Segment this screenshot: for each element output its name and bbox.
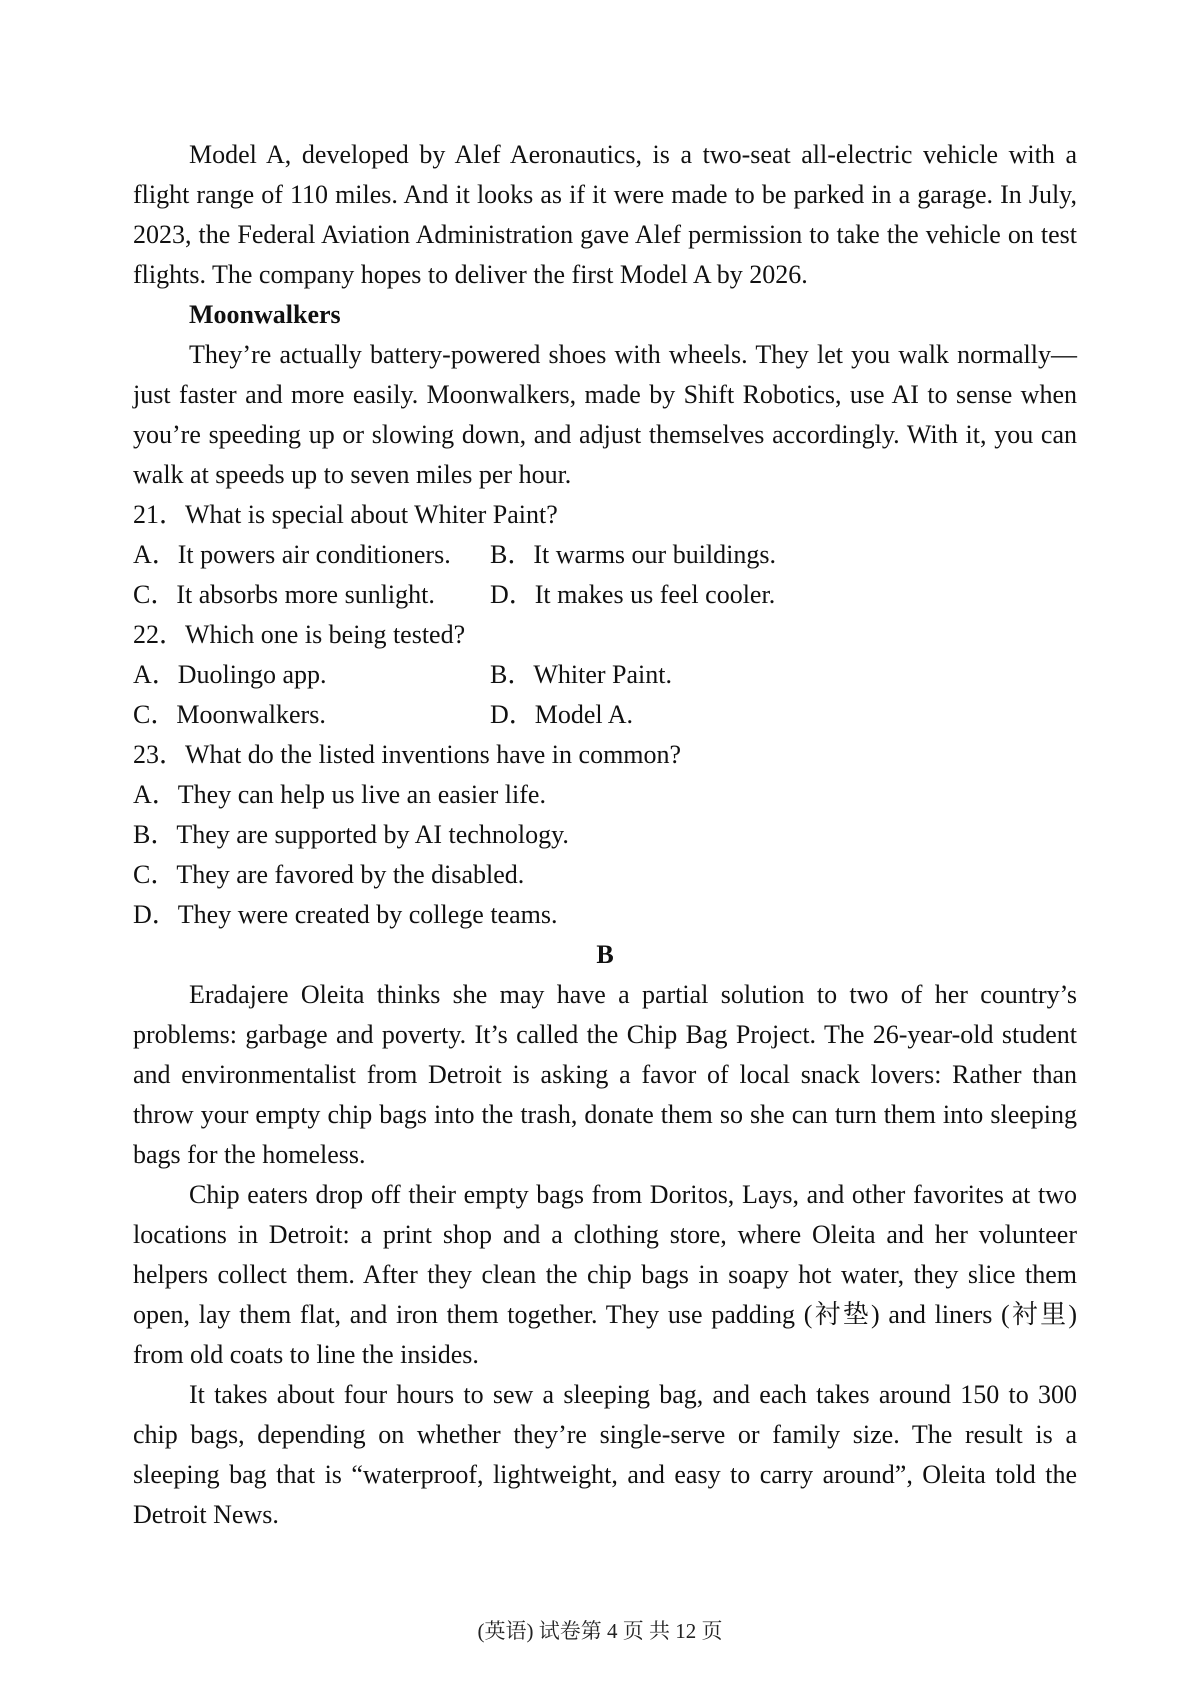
question-21-option-a: A．It powers air conditioners. [133, 540, 451, 569]
question-23-option-c: C．They are favored by the disabled. [133, 860, 525, 889]
question-23-option-b: B．They are supported by AI technology. [133, 820, 569, 849]
question-21-options-row-2 [133, 575, 1077, 615]
question-21-options-row-1 [133, 535, 1077, 575]
question-22-option-b: B．Whiter Paint. [490, 660, 672, 689]
question-22-options-row-1 [133, 655, 1077, 695]
question-21-option-d: D．It makes us feel cooler. [490, 580, 776, 609]
question-22-option-d: D．Model A. [490, 700, 634, 729]
question-22-options-row-2 [133, 695, 1077, 735]
section-b-label: B [596, 940, 614, 969]
passage-b-paragraph-1: Eradajere Oleita thinks she may have a partial solution to two of her country’s problems: garbage and poverty. It’s called the Chip Bag Project. The 26-year-old student and environmentalist from Detroit is asking a favor of local snack lovers: Rather than throw your empty chip bags into the trash, donate them so she can turn them into sleeping bags for the homeless. [133, 980, 1077, 1169]
question-21-stem: 21．What is special about Whiter Paint? [133, 500, 558, 529]
question-22-stem: 22．Which one is being tested? [133, 620, 466, 649]
question-21-option-b: B．It warms our buildings. [490, 540, 776, 569]
passage-b-paragraph-2: Chip eaters drop off their empty bags from Doritos, Lays, and other favorites at two locations in Detroit: a print shop and a clothing store, where Oleita and her volunteer helpers collect them. After they clean the chip bags in soapy hot water, they slice them open, lay them flat, and iron them together. They use padding (衬垫) and liners (衬里) from old coats to line the insides. [133, 1180, 1077, 1369]
question-23-option-d: D．They were created by college teams. [133, 900, 558, 929]
question-23-stem: 23．What do the listed inventions have in common? [133, 740, 682, 769]
question-21-option-c: C．It absorbs more sunlight. [133, 580, 435, 609]
moonwalkers-heading: Moonwalkers [189, 300, 341, 329]
model-a-paragraph: Model A, developed by Alef Aeronautics, is a two-seat all-electric vehicle with a flight range of 110 miles. And it looks as if it were made to be parked in a garage. In July, 2023, the Federal Aviation Administration gave Alef permission to take the vehicle on test flights. The company hopes to deliver the first Model A by 2026. [133, 140, 1077, 289]
moonwalkers-paragraph: They’re actually battery-powered shoes with wheels. They let you walk normally—just faster and more easily. Moonwalkers, made by Shift Robotics, use AI to sense when you’re speeding up or slowing down, and adjust themselves accordingly. With it, you can walk at speeds up to seven miles per hour. [133, 340, 1077, 489]
question-23-option-a: A．They can help us live an easier life. [133, 780, 546, 809]
page-footer: (英语) 试卷第 4 页 共 12 页 [477, 1619, 723, 1643]
page-content [133, 135, 1077, 1535]
passage-b-paragraph-3: It takes about four hours to sew a sleeping bag, and each takes around 150 to 300 chip bags, depending on whether they’re single-serve or family size. The result is a sleeping bag that is “waterproof, lightweight, and easy to carry around”, Oleita told the Detroit News. [133, 1380, 1077, 1529]
question-22-option-a: A．Duolingo app. [133, 660, 327, 689]
question-22-option-c: C．Moonwalkers. [133, 700, 326, 729]
